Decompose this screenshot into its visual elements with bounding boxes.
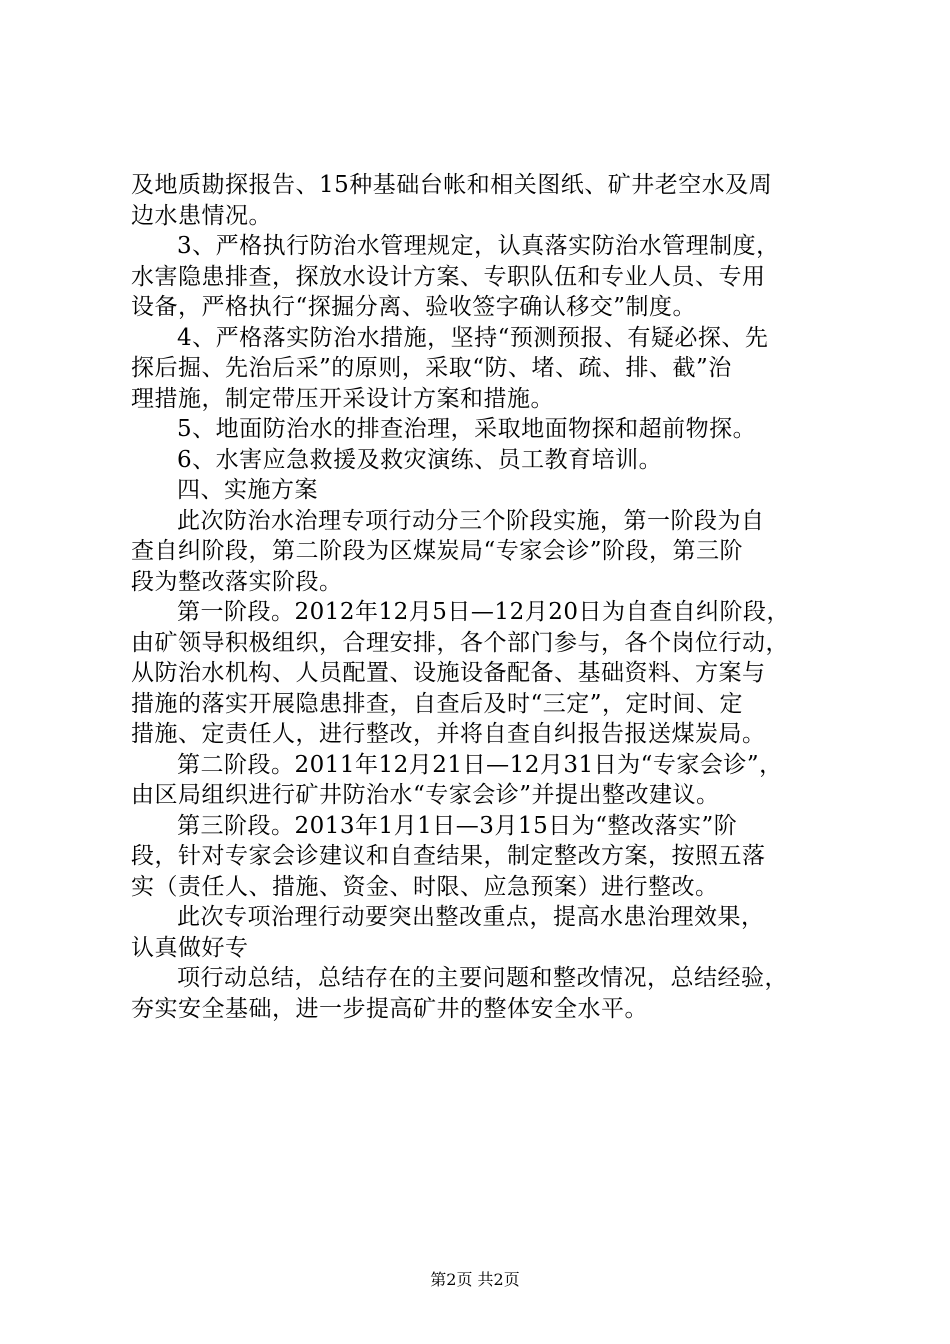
text-line: 及地质勘探报告、15种基础台帐和相关图纸、矿井老空水及周 [131,172,773,198]
text-line: 从防治水机构、人员配置、设施设备配备、基础资料、方案与 [131,660,766,686]
text-line: 理措施，制定带压开采设计方案和措施。 [131,385,554,412]
text-line: 查自纠阶段，第二阶段为区煤炭局“专家会诊”阶段，第三阶 [131,538,744,564]
text-line: 设备，严格执行“探掘分离、验收签字确认移交”制度。 [131,294,697,320]
text-line: 水害隐患排查，探放水设计方案、专职队伍和专业人员、专用 [131,263,766,290]
text-line: 认真做好专 [131,934,249,961]
text-line: 探后掘、先治后采”的原则，采取“防、堵、疏、排、截”治 [131,355,732,381]
text-line: 边水患情况。 [131,202,272,229]
text-line: 6、水害应急救援及救灾演练、员工教育培训。 [177,446,663,473]
text-line: 第三阶段。2013年1月1日—3月15日为“整改落实”阶 [177,812,738,839]
text-line: 夯实安全基础，进一步提高矿井的整体安全水平。 [131,995,648,1022]
text-line: 由区局组织进行矿井防治水“专家会诊”并提出整改建议。 [131,782,720,808]
text-line: 此次防治水治理专项行动分三个阶段实施，第一阶段为自 [177,507,765,534]
text-line: 措施、定责任人，进行整改，并将自查自纠报告报送煤炭局。 [131,721,766,747]
page-footer: 第2页 共2页 [430,1270,520,1289]
text-line: 第一阶段。2012年12月5日—12月20日为自查自纠阶段， [177,599,790,625]
text-line: 3、严格执行防治水管理规定，认真落实防治水管理制度， [177,233,780,259]
text-line: 由矿领导积极组织，合理安排，各个部门参与，各个岗位行动， [131,629,789,656]
text-line: 段，针对专家会诊建议和自查结果，制定整改方案，按照五落 [131,843,766,869]
text-line: 4、严格落实防治水措施，坚持“预测预报、有疑必探、先 [177,324,769,351]
text-line: 段为整改落实阶段。 [131,568,343,595]
text-line: 实（责任人、措施、资金、时限、应急预案）进行整改。 [131,873,719,900]
text-line: 此次专项治理行动要突出整改重点，提高水患治理效果， [177,904,765,930]
text-line: 5、地面防治水的排查治理，采取地面物探和超前物探。 [177,416,757,442]
document-body [131,170,831,1024]
text-line: 第二阶段。2011年12月21日—12月31日为“专家会诊”， [177,751,783,778]
text-line: 四、实施方案 [177,477,318,503]
text-line: 项行动总结，总结存在的主要问题和整改情况，总结经验， [177,965,788,991]
text-line: 措施的落实开展隐患排查，自查后及时“三定”，定时间、定 [131,690,744,717]
